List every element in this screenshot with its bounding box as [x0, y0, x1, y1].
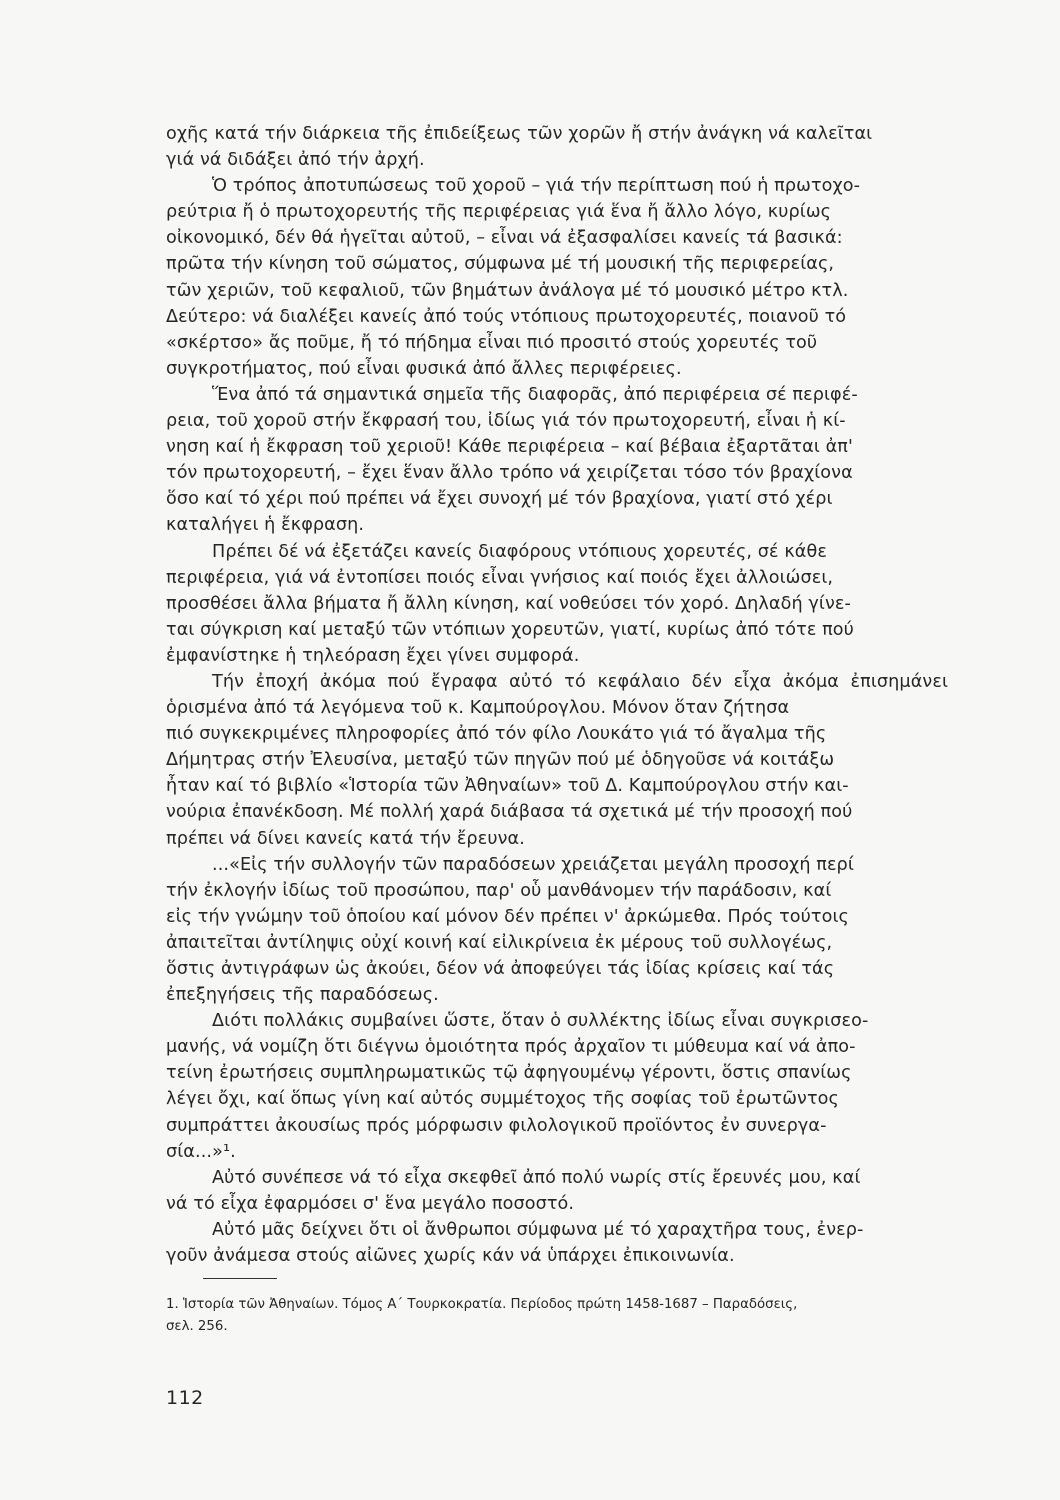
- page-number: 112: [166, 1387, 204, 1409]
- paragraph-8: Αὐτό συνέπεσε νά τό εἶχα σκεφθεῖ ἀπό πολύ νωρίς στίς ἔρευνές μου, καί νά τό εἶχα ἐφαρμόσει σ' ἕνα μεγάλο ποσοστό.: [166, 1167, 861, 1214]
- quotation-paragraph-1: ...«Εἰς τήν συλλογήν τῶν παραδόσεων χρειάζεται μεγάλη προσοχή περί τήν ἐκλογήν ἰδίως τοῦ προσώπου, παρ' οὗ μανθάνομεν τήν παράδοσιν, καί εἰς τήν γνώμην τοῦ ὁποίου καί μόνον δέν πρέπει ν' ἀρκώμεθα. Πρός τούτοις ἀπαιτεῖται ἀντίληψις οὐχί κοινή καί εἰλικρίνεια ἐκ μέρους τοῦ συλλογέως, ὅστις ἀντιγράφων ὡς ἀκούει, δέον νά ἀποφεύγει τάς ἰδίας κρίσεις καί τάς ἐπεξηγήσεις τῆς παραδόσεως.: [166, 854, 854, 1006]
- paragraph-3: Ἕνα ἀπό τά σημαντικά σημεῖα τῆς διαφορᾶς, ἀπό περιφέρεια σέ περιφέ- ρεια, τοῦ χοροῦ στήν ἔκφρασή του, ἰδίως γιά τόν πρωτοχορευτή, εἶναι ἡ κί- νηση καί ἡ ἔκφραση τοῦ χεριοῦ! Κάθε περιφέρεια – καί βέβαια ἐξαρτᾶται ἀπ' τόν πρωτοχορευτή, – ἔχει ἕναν ἄλλο τρόπο νά χειρίζεται τόσο τόν βραχίονα ὅσο καί τό χέρι πού πρέπει νά ἔχει συνοχή μέ τόν βραχίονα, γιατί στό χέρι καταλήγει ἡ ἔκφραση.: [166, 384, 858, 536]
- footnote-divider: [203, 1278, 277, 1279]
- footnote: 1. Ἱστορία τῶν Ἀθηναίων. Τόμος Α΄ Τουρκοκρατία. Περίοδος πρώτη 1458-1687 – Παραδόσεις, σελ. 256.: [166, 1297, 798, 1334]
- quotation-paragraph-2: Διότι πολλάκις συμβαίνει ὥστε, ὅταν ὁ συλλέκτης ἰδίως εἶναι συγκρισεο- μανής, νά νομίζη ὅτι διέγνω ὁμοιότητα πρός ἀρχαῖον τι μύθευμα καί νά ἀπο- τείνη ἐρωτήσεις συμπληρωματικῶς τῷ ἀφηγουμένῳ γέροντι, ὅστις σπανίως λέγει ὄχι, καί ὅπως γίνη καί αὐτός συμμέτοχος τῆς σοφίας τοῦ ἐρωτῶντος συμπράττει ἀκουσίως πρός μόρφωσιν φιλολογικοῦ προϊόντος ἐν συνεργα- σία...»¹.: [166, 1011, 869, 1162]
- paragraph-2: Ὁ τρόπος ἀποτυπώσεως τοῦ χοροῦ – γιά τήν περίπτωση πού ἡ πρωτοχο- ρεύτρια ἤ ὁ πρωτοχορευτής τῆς περιφέρειας γιά ἕνα ἤ ἄλλο λόγο, κυρίως οἰκονομικό, δέν θά ἡγεῖται αὐτοῦ, – εἶναι νά ἐξασφαλίσει κανείς τά βασικά: πρῶτα τήν κίνηση τοῦ σώματος, σύμφωνα μέ τή μουσική τῆς περιφερείας, τῶν χεριῶν, τοῦ κεφαλιοῦ, τῶν βημάτων ἀνάλογα μέ τό μουσικό μέτρο κτλ. Δεύτερο: νά διαλέξει κανείς ἀπό τούς ντόπιους πρωτοχορευτές, ποιανοῦ τό «σκέρτσο» ἄς ποῦμε, ἤ τό πήδημα εἶναι πιό προσιτό στούς χορευτές τοῦ συγκροτήματος, πού εἶναι φυσικά ἀπό ἄλλες περιφέρειες.: [166, 176, 861, 379]
- paragraph-4: Πρέπει δέ νά ἐξετάζει κανείς διαφόρους ντόπιους χορευτές, σέ κάθε περιφέρεια, γιά νά ἐντοπίσει ποιός εἶναι γνήσιος καί ποιός ἔχει ἀλλοιώσει, προσθέσει ἄλλα βήματα ἤ ἄλλη κίνηση, καί νοθεύσει τόν χορό. Δηλαδή γίνε- ται σύγκριση καί μεταξύ τῶν ντόπιων χορευτῶν, γιατί, κυρίως ἀπό τότε πού ἐμφανίστηκε ἡ τηλεόραση ἔχει γίνει συμφορά.: [166, 541, 854, 666]
- paragraph-5: Τήν ἐποχή ἀκόμα πού ἔγραφα αὐτό τό κεφάλαιο δέν εἶχα ἀκόμα ἐπισημάνει ὁρισμένα ἀπό τά λεγόμενα τοῦ κ. Καμπούρογλου. Μόνον ὅταν ζήτησα πιό συγκεκριμένες πληροφορίες ἀπό τόν φίλο Λουκάτο γιά τό ἄγαλμα τῆς Δήμητρας στήν Ἐλευσίνα, μεταξύ τῶν πηγῶν πού μέ ὁδηγοῦσε νά κοιτάξω ἦταν καί τό βιβλίο «Ἱστορία τῶν Ἀθηναίων» τοῦ Δ. Καμπούρογλου στήν και- νούρια ἐπανέκδοση. Μέ πολλή χαρά διάβασα τά σχετικά μέ τήν προσοχή πού πρέπει νά δίνει κανείς κατά τήν ἔρευνα.: [166, 671, 948, 849]
- paragraph-9: Αὐτό μᾶς δείχνει ὅτι οἱ ἄνθρωποι σύμφωνα μέ τό χαραχτῆρα τους, ἐνερ- γοῦν ἀνάμεσα στούς αἰῶνες χωρίς κάν νά ὑπάρχει ἐπικοινωνία.: [166, 1219, 864, 1267]
- paragraph-1: οχῆς κατά τήν διάρκεια τῆς ἐπιδείξεως τῶν χορῶν ἤ στήν ἀνάγκη νά καλεῖται γιά νά διδάξει ἀπό τήν ἀρχή.: [166, 124, 873, 171]
- page-body: [166, 121, 948, 1269]
